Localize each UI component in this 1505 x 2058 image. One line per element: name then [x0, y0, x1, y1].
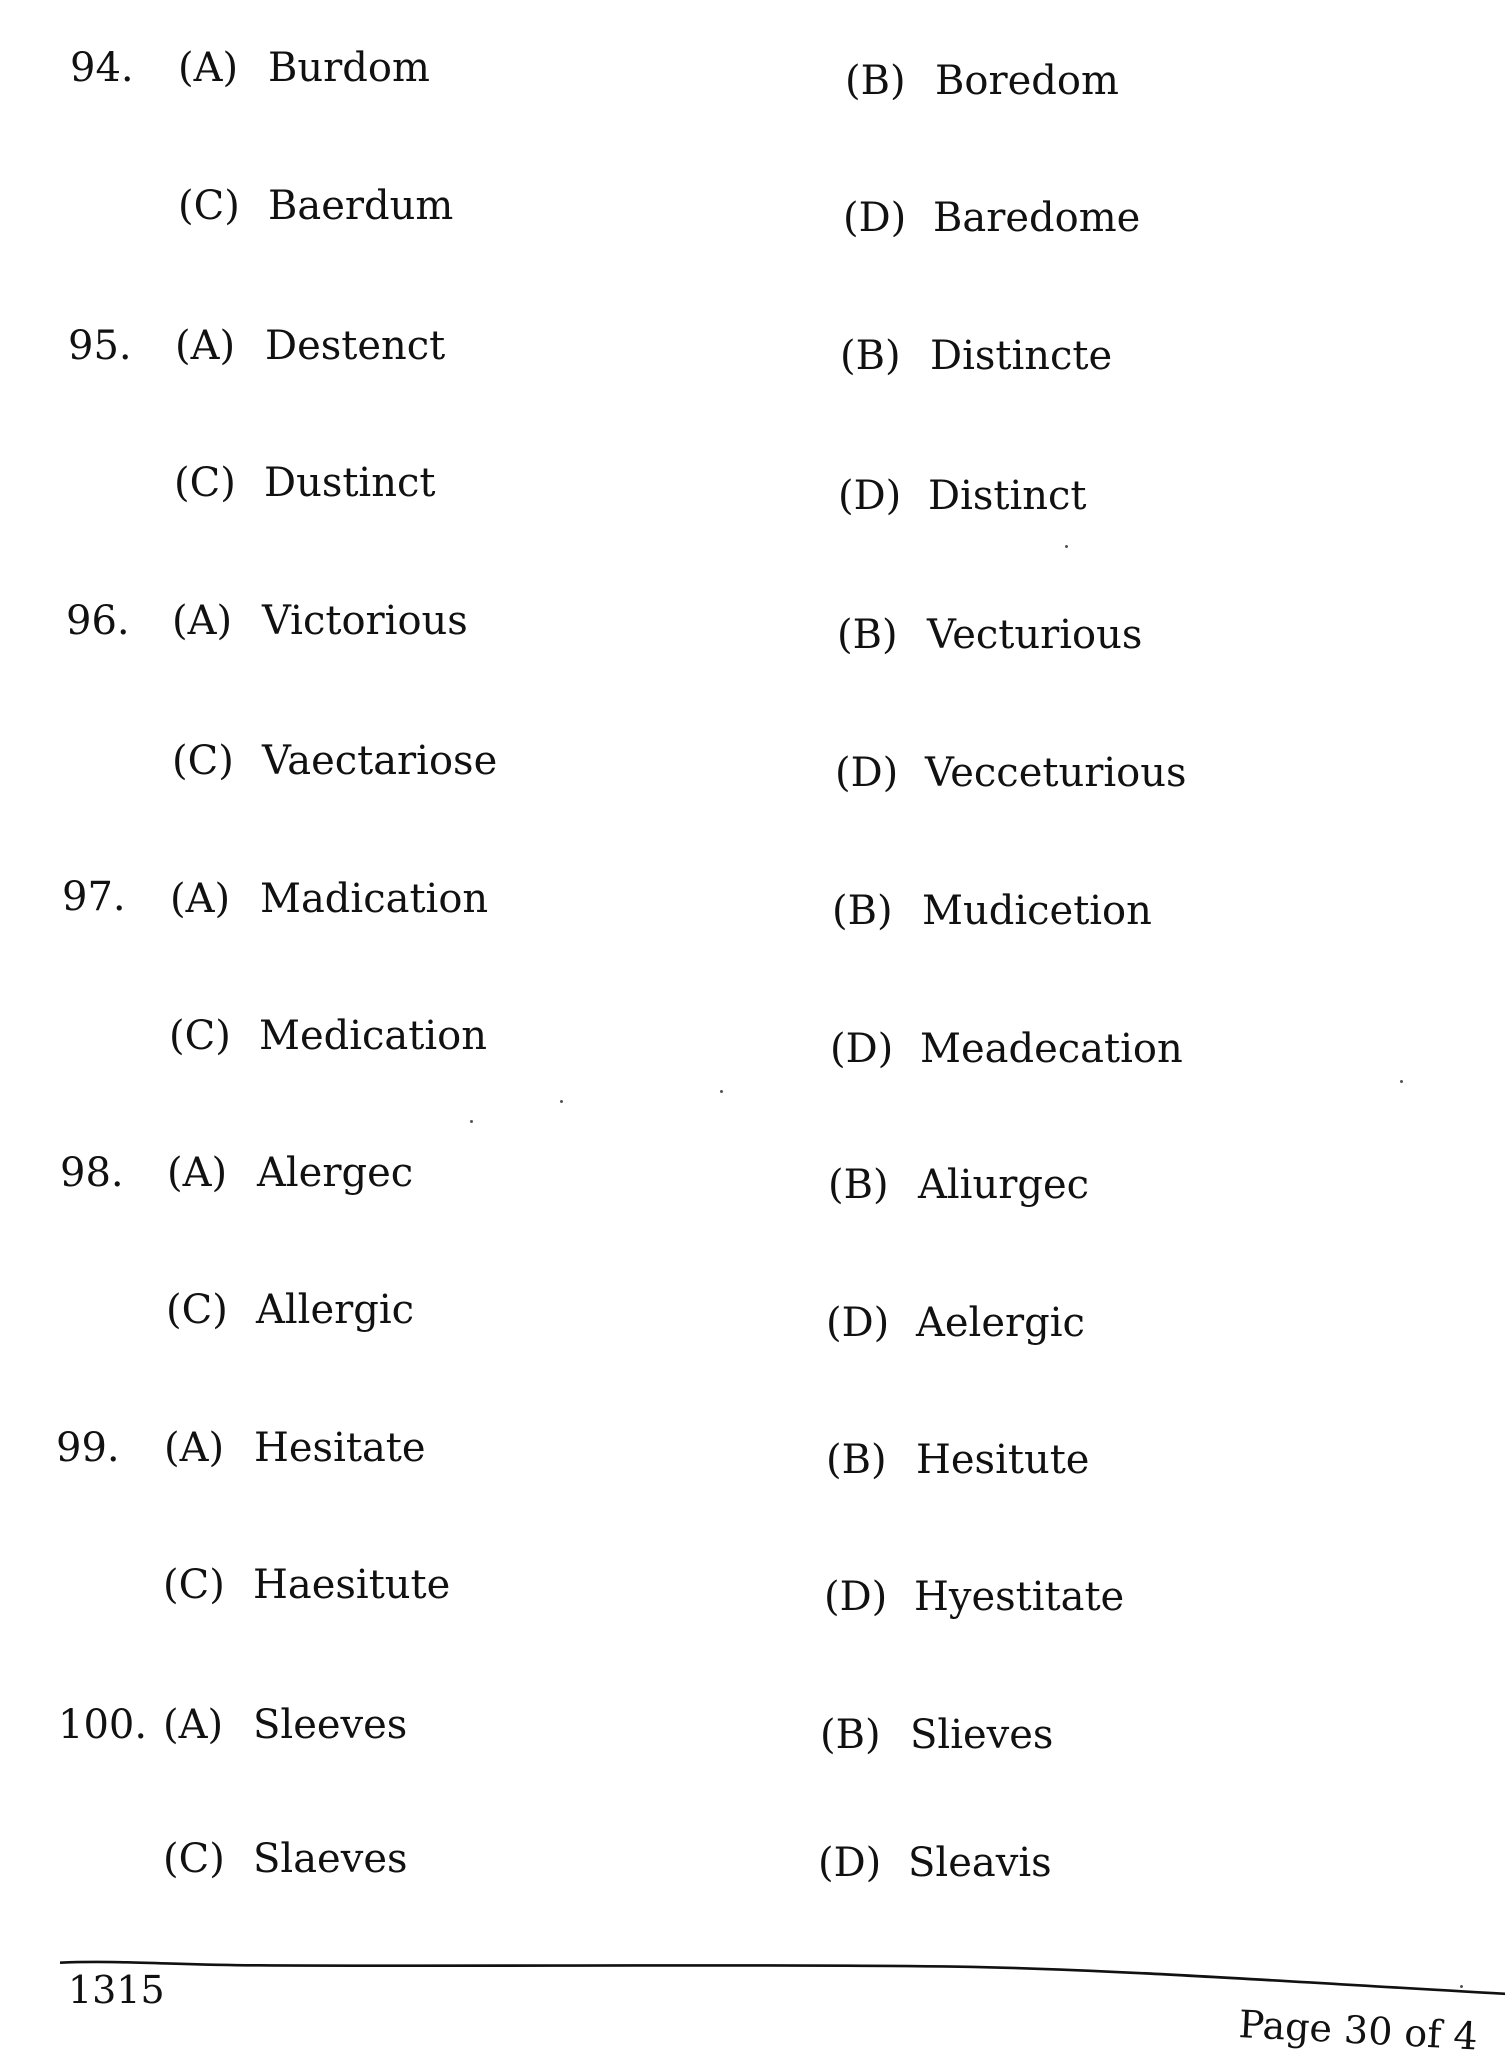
option-text: Hesitate	[254, 1425, 426, 1471]
option-label: (A)	[178, 45, 239, 91]
option-label: (B)	[840, 333, 901, 379]
question-number: 94.	[70, 45, 134, 91]
option-label: (A)	[164, 1425, 225, 1471]
question-number: 99.	[56, 1425, 120, 1471]
footer-divider	[60, 1960, 1505, 2000]
option-label: (B)	[820, 1712, 881, 1758]
option-b	[845, 58, 1119, 104]
option-text: Madication	[260, 876, 489, 922]
option-label: (A)	[163, 1702, 224, 1748]
option-a	[164, 1425, 426, 1471]
question-number: 98.	[60, 1150, 124, 1196]
option-text: Distinct	[928, 473, 1087, 519]
option-b	[832, 888, 1152, 934]
option-c	[163, 1562, 450, 1608]
option-label: (D)	[838, 473, 902, 519]
option-text: Victorious	[262, 598, 468, 644]
option-text: Aliurgec	[918, 1162, 1090, 1208]
option-c	[163, 1836, 408, 1882]
option-a	[170, 876, 488, 922]
scan-speck	[470, 1120, 473, 1123]
option-label: (B)	[845, 58, 906, 104]
option-d	[835, 750, 1186, 796]
question-number: 95.	[68, 323, 132, 369]
option-a	[178, 45, 430, 91]
scan-speck	[1065, 545, 1068, 548]
option-text: Baredome	[933, 195, 1141, 241]
option-text: Hyestitate	[914, 1574, 1125, 1620]
option-label: (B)	[837, 612, 898, 658]
option-text: Slieves	[910, 1712, 1054, 1758]
option-d	[838, 473, 1087, 519]
option-text: Sleeves	[253, 1702, 408, 1748]
option-label: (A)	[172, 598, 233, 644]
option-d	[818, 1840, 1052, 1886]
option-label: (D)	[835, 750, 899, 796]
option-label: (D)	[824, 1574, 888, 1620]
option-label: (A)	[170, 876, 231, 922]
option-text: Hesitute	[916, 1437, 1090, 1483]
question-number: 96.	[66, 598, 130, 644]
option-a	[172, 598, 468, 644]
option-label: (C)	[163, 1836, 225, 1882]
question-number: 97.	[62, 874, 126, 920]
option-c	[174, 460, 435, 506]
option-text: Medication	[259, 1013, 487, 1059]
option-text: Aelergic	[916, 1300, 1085, 1346]
option-a	[163, 1702, 407, 1748]
option-b	[840, 333, 1112, 379]
option-text: Boredom	[935, 58, 1119, 104]
option-text: Destenct	[265, 323, 446, 369]
option-d	[830, 1026, 1183, 1072]
option-text: Vecturious	[927, 612, 1143, 658]
scan-speck	[1400, 1080, 1403, 1083]
option-a	[167, 1150, 413, 1196]
option-b	[826, 1437, 1089, 1483]
question-number: 100.	[58, 1702, 148, 1748]
option-label: (A)	[175, 323, 236, 369]
option-d	[843, 195, 1140, 241]
option-text: Alergec	[257, 1150, 414, 1196]
option-label: (C)	[169, 1013, 231, 1059]
option-label: (D)	[843, 195, 907, 241]
option-b	[837, 612, 1142, 658]
option-text: Dustinct	[264, 460, 436, 506]
option-label: (B)	[832, 888, 893, 934]
option-label: (D)	[830, 1026, 894, 1072]
scan-speck	[720, 1090, 723, 1093]
option-d	[826, 1300, 1085, 1346]
scan-speck	[1460, 1985, 1463, 1988]
option-label: (D)	[826, 1300, 890, 1346]
option-label: (B)	[828, 1162, 889, 1208]
option-text: Mudicetion	[922, 888, 1152, 934]
option-text: Vecceturious	[925, 750, 1187, 796]
option-c	[172, 738, 497, 784]
option-text: Sleavis	[908, 1840, 1052, 1886]
option-c	[166, 1287, 414, 1333]
scan-speck	[560, 1100, 563, 1103]
option-label: (D)	[818, 1840, 882, 1886]
option-text: Meadecation	[920, 1026, 1183, 1072]
option-text: Haesitute	[253, 1562, 451, 1608]
option-c	[178, 183, 453, 229]
option-text: Slaeves	[253, 1836, 408, 1882]
option-text: Vaectariose	[262, 738, 498, 784]
option-label: (C)	[174, 460, 236, 506]
option-a	[175, 323, 445, 369]
option-b	[828, 1162, 1089, 1208]
option-c	[169, 1013, 487, 1059]
option-text: Baerdum	[268, 183, 454, 229]
option-d	[824, 1574, 1124, 1620]
option-text: Allergic	[256, 1287, 415, 1333]
option-b	[820, 1712, 1053, 1758]
option-label: (C)	[172, 738, 234, 784]
option-label: (C)	[163, 1562, 225, 1608]
document-code: 1315	[68, 1968, 165, 2012]
option-text: Distincte	[930, 333, 1113, 379]
option-label: (B)	[826, 1437, 887, 1483]
option-label: (C)	[166, 1287, 228, 1333]
option-label: (C)	[178, 183, 240, 229]
option-label: (A)	[167, 1150, 228, 1196]
page-number: Page 30 of 4	[1237, 2002, 1479, 2058]
option-text: Burdom	[268, 45, 430, 91]
